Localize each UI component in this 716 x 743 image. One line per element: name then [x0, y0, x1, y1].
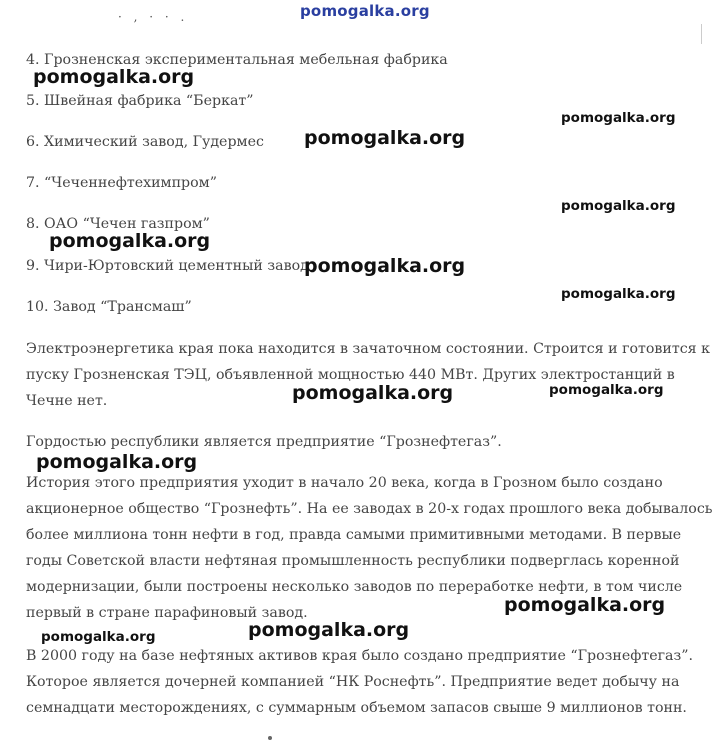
watermark: pomogalka.org	[36, 451, 198, 473]
paragraph-line: модернизации, были построены несколько заводов по переработке нефти, в том числе	[26, 579, 683, 595]
paragraph-line: более миллиона тонн нефти в год, правда самыми примитивными методами. В первые	[26, 527, 682, 543]
watermark: pomogalka.org	[561, 198, 676, 214]
watermark: pomogalka.org	[549, 382, 664, 398]
list-item-7: 7. “Чеченнефтехимпром”	[26, 175, 217, 191]
paragraph-line: Электроэнергетика края пока находится в зачаточном состоянии. Строится и готовится к	[26, 341, 710, 357]
watermark: pomogalka.org	[561, 110, 676, 126]
watermark: pomogalka.org	[304, 255, 466, 277]
paragraph-line: первый в стране парафиновый завод.	[26, 605, 308, 621]
watermark: pomogalka.org	[504, 594, 666, 616]
paragraph-line: семнадцати месторождениях, с суммарным объемом запасов свыше 9 миллионов тонн.	[26, 700, 687, 716]
paragraph-line: История этого предприятия уходит в начало 20 века, когда в Грозном было создано	[26, 475, 663, 491]
watermark: pomogalka.org	[49, 230, 211, 252]
list-item-4: 4. Грозненская экспериментальная мебельная фабрика	[26, 52, 448, 68]
watermark: pomogalka.org	[292, 382, 454, 404]
paragraph-line: Чечне нет.	[26, 393, 108, 409]
list-item-8: 8. ОАО “Чечен газпром”	[26, 216, 210, 232]
list-item-9: 9. Чири-Юртовский цементный завод	[26, 258, 309, 274]
watermark: pomogalka.org	[248, 619, 410, 641]
watermark: pomogalka.org	[41, 629, 156, 645]
scrollbar-edge[interactable]	[701, 24, 714, 44]
watermark: pomogalka.org	[561, 286, 676, 302]
paragraph-line: В 2000 году на базе нефтяных активов края было создано предприятие “Грознефтегаз”.	[26, 648, 693, 664]
paragraph-line: Которое является дочерней компанией “НК Роснефть”. Предприятие ведет добычу на	[26, 674, 680, 690]
watermark: pomogalka.org	[304, 127, 466, 149]
watermark: pomogalka.org	[33, 66, 195, 88]
paragraph-pride: Гордостью республики является предприятие “Грознефтегаз”.	[26, 434, 502, 450]
list-item-5: 5. Швейная фабрика “Беркат”	[26, 93, 254, 109]
cut-off-text: · , · · .	[118, 10, 189, 24]
paragraph-line: акционерное общество “Грознефть”. На ее заводах в 20-х годах прошлого века добывалось	[26, 501, 713, 517]
site-url-link[interactable]: pomogalka.org	[300, 2, 430, 20]
paragraph-line: пуску Грозненская ТЭЦ, объявленной мощностью 440 МВт. Других электростанций в	[26, 367, 675, 383]
list-item-10: 10. Завод “Трансмаш”	[26, 299, 192, 315]
paragraph-line: годы Советской власти нефтяная промышленность республики подверглась коренной	[26, 553, 680, 569]
list-item-6: 6. Химический завод, Гудермес	[26, 134, 264, 150]
bottom-cut-mark	[268, 736, 272, 740]
